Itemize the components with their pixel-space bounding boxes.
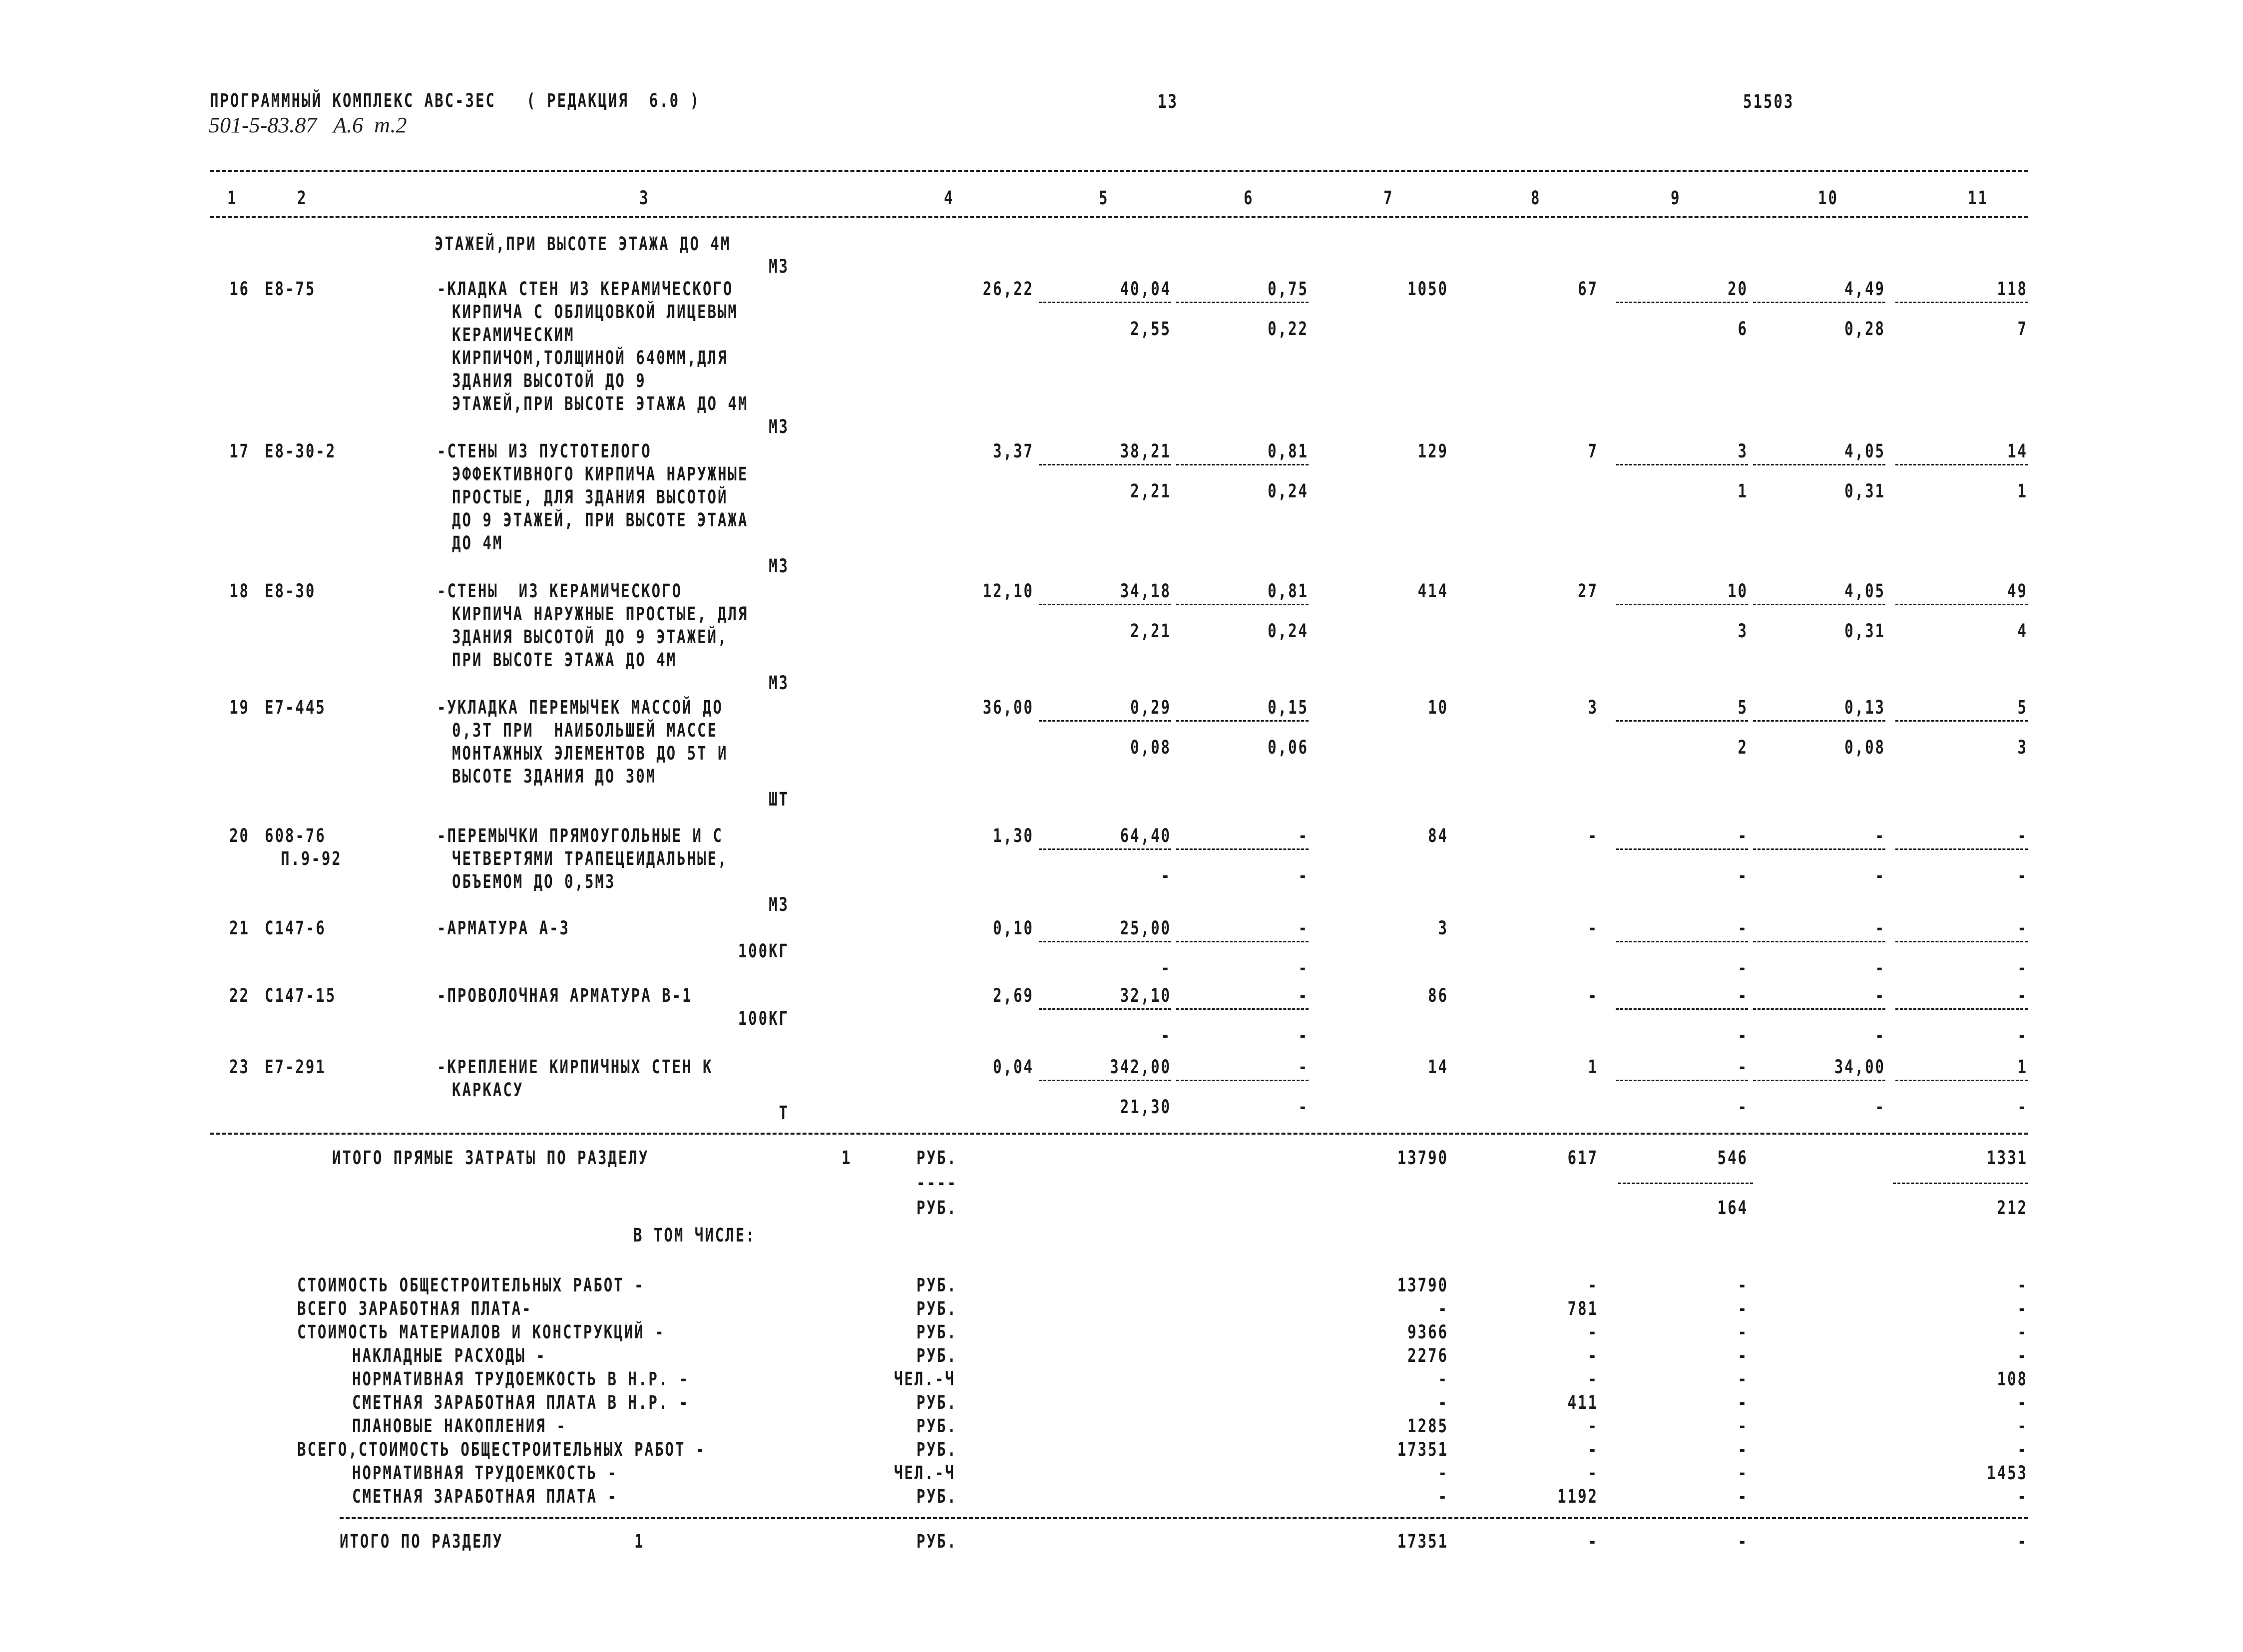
item-c10-rule: [1753, 848, 1885, 850]
item-number: 20: [229, 825, 250, 847]
item-code: С147-15: [265, 984, 337, 1007]
section-total-unit: РУБ.: [916, 1530, 957, 1553]
item-c6b: -: [1298, 1024, 1309, 1047]
item-c9b: -: [1738, 957, 1748, 979]
item-unit: 100КГ: [738, 1007, 789, 1030]
item-c11-rule: [1895, 720, 2028, 722]
item-c8: 27: [1578, 580, 1598, 602]
breakdown-unit: ЧЕЛ.-Ч: [894, 1462, 955, 1484]
column-header-6: 6: [1244, 187, 1254, 209]
item-quantity: 1,30: [993, 825, 1034, 847]
item-c11: -: [2017, 917, 2028, 939]
item-c11: 49: [2007, 580, 2028, 602]
breakdown-c8: 781: [1567, 1297, 1598, 1320]
item-c11: 14: [2007, 440, 2028, 462]
breakdown-c8: -: [1588, 1462, 1598, 1484]
breakdown-c7: -: [1438, 1462, 1448, 1484]
item-number: 16: [229, 278, 250, 300]
item-description-line: ВЫСОТЕ ЗДАНИЯ ДО 30М: [452, 765, 657, 788]
item-unit: Т: [779, 1102, 789, 1124]
direct-costs-label: ИТОГО ПРЯМЫЕ ЗАТРАТЫ ПО РАЗДЕЛУ: [332, 1147, 649, 1169]
item-c6b: -: [1298, 864, 1309, 887]
breakdown-c8: -: [1588, 1274, 1598, 1296]
item-c11b: 4: [2017, 620, 2028, 642]
item-c8: 1: [1588, 1056, 1598, 1078]
item-description-line: ОБЪЕМОМ ДО 0,5М3: [452, 870, 616, 893]
item-quantity: 26,22: [982, 278, 1034, 300]
breakdown-c9: -: [1738, 1274, 1748, 1296]
column-header-4: 4: [944, 187, 954, 209]
item-c9b: 1: [1738, 480, 1748, 502]
item-description-line: КАРКАСУ: [452, 1079, 524, 1101]
item-description-line: КИРПИЧОМ,ТОЛЩИНОЙ 640ММ,ДЛЯ: [452, 347, 728, 369]
item-c10: 4,05: [1844, 440, 1885, 462]
breakdown-c11: 108: [1997, 1368, 2028, 1390]
item-c11: 118: [1997, 278, 2028, 300]
item-c6-rule: [1176, 604, 1309, 605]
breakdown-c11: -: [2017, 1274, 2028, 1296]
item-c10b: -: [1875, 957, 1885, 979]
item-c5-rule: [1039, 1080, 1171, 1081]
document-number: 51503: [1743, 90, 1794, 113]
direct-costs-c8: 617: [1567, 1147, 1598, 1169]
direct-costs-c7: 13790: [1397, 1147, 1448, 1169]
item-c10b: -: [1875, 1096, 1885, 1118]
item-c9-rule: [1616, 848, 1748, 850]
item-c6: -: [1298, 984, 1309, 1007]
item-c7: 129: [1417, 440, 1448, 462]
item-code: Е7-291: [265, 1056, 326, 1078]
item-c11-rule: [1895, 464, 2028, 465]
item-code: Е8-30: [265, 580, 316, 602]
item-c6-rule: [1176, 720, 1309, 722]
item-c11b: 7: [2017, 318, 2028, 340]
item-unit: М3: [769, 893, 789, 916]
section-total-no: 1: [634, 1530, 645, 1553]
item-c6-rule: [1176, 464, 1309, 465]
item-c6-rule: [1176, 848, 1309, 850]
item-c11b: -: [2017, 957, 2028, 979]
item-c9: 10: [1728, 580, 1748, 602]
item-c6b: -: [1298, 957, 1309, 979]
item-description-line: -СТЕНЫ ИЗ КЕРАМИЧЕСКОГО: [437, 580, 683, 602]
column-header-7: 7: [1383, 187, 1394, 209]
breakdown-label: НОРМАТИВНАЯ ТРУДОЕМКОСТЬ В Н.Р. -: [352, 1368, 690, 1390]
item-c9b: -: [1738, 1024, 1748, 1047]
header-rule-bottom: [210, 216, 2028, 218]
breakdown-c9: -: [1738, 1391, 1748, 1414]
item-c8: 67: [1578, 278, 1598, 300]
item-c5: 64,40: [1120, 825, 1171, 847]
item-c6b: 0,06: [1268, 736, 1309, 759]
breakdown-c8: -: [1588, 1344, 1598, 1367]
breakdown-c11: -: [2017, 1415, 2028, 1437]
column-header-10: 10: [1818, 187, 1838, 209]
breakdown-c7: -: [1438, 1368, 1448, 1390]
direct-costs-c11b: 212: [1997, 1197, 2028, 1219]
breakdown-label: НАКЛАДНЫЕ РАСХОДЫ -: [352, 1344, 546, 1367]
item-c9b: 2: [1738, 736, 1748, 759]
item-quantity: 36,00: [982, 696, 1034, 719]
item-c10-rule: [1753, 720, 1885, 722]
item-description-line: КИРПИЧА С ОБЛИЦОВКОЙ ЛИЦЕВЫМ: [452, 301, 738, 323]
column-header-8: 8: [1531, 187, 1541, 209]
item-description-line: КИРПИЧА НАРУЖНЫЕ ПРОСТЫЕ, ДЛЯ: [452, 603, 749, 625]
item-c5b: 0,08: [1130, 736, 1171, 759]
item-unit: М3: [769, 672, 789, 694]
item-description-line: ДО 9 ЭТАЖЕЙ, ПРИ ВЫСОТЕ ЭТАЖА: [452, 509, 749, 531]
item-description-line: -ПРОВОЛОЧНАЯ АРМАТУРА В-1: [437, 984, 693, 1007]
item-c5-rule: [1039, 604, 1171, 605]
item-c9-rule: [1616, 604, 1748, 605]
item-c10b: -: [1875, 1024, 1885, 1047]
item-c5b: 2,21: [1130, 620, 1171, 642]
breakdown-c9: -: [1738, 1344, 1748, 1367]
breakdown-c7: 13790: [1397, 1274, 1448, 1296]
breakdown-label: СТОИМОСТЬ МАТЕРИАЛОВ И КОНСТРУКЦИЙ -: [297, 1321, 665, 1343]
item-c5b: -: [1161, 957, 1171, 979]
item-unit: ШТ: [769, 788, 789, 811]
direct-costs-unit-dashes: ----: [916, 1172, 957, 1194]
item-quantity: 2,69: [993, 984, 1034, 1007]
item-c9: 20: [1728, 278, 1748, 300]
item-c9: 3: [1738, 440, 1748, 462]
continuation-unit: М3: [769, 255, 789, 278]
item-c10: -: [1875, 917, 1885, 939]
breakdown-label: ВСЕГО,СТОИМОСТЬ ОБЩЕСТРОИТЕЛЬНЫХ РАБОТ -: [297, 1438, 706, 1461]
item-c11b: 1: [2017, 480, 2028, 502]
breakdown-c8: -: [1588, 1438, 1598, 1461]
item-code: 608-76: [265, 825, 326, 847]
breakdown-c9: -: [1738, 1321, 1748, 1343]
item-c9: -: [1738, 984, 1748, 1007]
item-c10: 4,49: [1844, 278, 1885, 300]
item-c8: 3: [1588, 696, 1598, 719]
item-description-line: -КРЕПЛЕНИЕ КИРПИЧНЫХ СТЕН К: [437, 1056, 713, 1078]
item-c7: 14: [1428, 1056, 1448, 1078]
breakdown-unit: РУБ.: [916, 1391, 957, 1414]
item-c5b: -: [1161, 1024, 1171, 1047]
including-label: В ТОМ ЧИСЛЕ:: [633, 1224, 756, 1246]
page-number: 13: [1158, 90, 1178, 113]
direct-costs-c11: 1331: [1987, 1147, 2028, 1169]
item-c10b: -: [1875, 864, 1885, 887]
item-c10-rule: [1753, 302, 1885, 303]
breakdown-c7: -: [1438, 1297, 1448, 1320]
breakdown-c8: -: [1588, 1368, 1598, 1390]
item-description-line: -КЛАДКА СТЕН ИЗ КЕРАМИЧЕСКОГО: [437, 278, 734, 300]
section-total-label: ИТОГО ПО РАЗДЕЛУ: [340, 1530, 503, 1553]
item-c5: 40,04: [1120, 278, 1171, 300]
item-description-line: КЕРАМИЧЕСКИМ: [452, 324, 575, 346]
item-code: П.9-92: [281, 847, 342, 870]
item-description-line: ЗДАНИЯ ВЫСОТОЙ ДО 9: [452, 370, 646, 392]
item-description-line: 0,3Т ПРИ НАИБОЛЬШЕЙ МАССЕ: [452, 719, 718, 742]
item-c7: 3: [1438, 917, 1448, 939]
item-c5-rule: [1039, 720, 1171, 722]
item-c9-rule: [1616, 720, 1748, 722]
item-quantity: 12,10: [982, 580, 1034, 602]
breakdown-c11: -: [2017, 1391, 2028, 1414]
item-c9-rule: [1616, 941, 1748, 942]
item-c5: 25,00: [1120, 917, 1171, 939]
item-c5b: -: [1161, 864, 1171, 887]
item-c6: 0,81: [1268, 440, 1309, 462]
item-c9: 5: [1738, 696, 1748, 719]
item-c11: 5: [2017, 696, 2028, 719]
breakdown-c7: 1285: [1407, 1415, 1448, 1437]
item-c9-rule: [1616, 1008, 1748, 1010]
breakdown-label: СМЕТНАЯ ЗАРАБОТНАЯ ПЛАТА В Н.Р. -: [352, 1391, 690, 1414]
item-c5: 0,29: [1130, 696, 1171, 719]
item-number: 17: [229, 440, 250, 462]
item-c10: 34,00: [1834, 1056, 1885, 1078]
item-c5-rule: [1039, 1008, 1171, 1010]
breakdown-c11: -: [2017, 1297, 2028, 1320]
breakdown-c9: -: [1738, 1297, 1748, 1320]
item-c10: -: [1875, 984, 1885, 1007]
direct-costs-unit-2: РУБ.: [916, 1197, 957, 1219]
item-description-line: МОНТАЖНЫХ ЭЛЕМЕНТОВ ДО 5Т И: [452, 742, 728, 765]
section-total-c8: -: [1588, 1530, 1598, 1553]
item-number: 23: [229, 1056, 250, 1078]
item-c6: 0,75: [1268, 278, 1309, 300]
direct-costs-c9: 546: [1717, 1147, 1748, 1169]
item-c5: 342,00: [1110, 1056, 1171, 1078]
item-c7: 414: [1417, 580, 1448, 602]
item-description-line: ЧЕТВЕРТЯМИ ТРАПЕЦЕИДАЛЬНЫЕ,: [452, 847, 728, 870]
item-description-line: ДО 4М: [452, 532, 503, 554]
section-total-rule: [340, 1517, 2028, 1519]
item-c6-rule: [1176, 302, 1309, 303]
item-description-line: ЭТАЖЕЙ,ПРИ ВЫСОТЕ ЭТАЖА ДО 4М: [452, 393, 749, 415]
column-header-3: 3: [639, 187, 650, 209]
item-c9: -: [1738, 825, 1748, 847]
breakdown-c9: -: [1738, 1485, 1748, 1508]
breakdown-c11: -: [2017, 1321, 2028, 1343]
item-c10b: 0,28: [1844, 318, 1885, 340]
breakdown-label: ПЛАНОВЫЕ НАКОПЛЕНИЯ -: [352, 1415, 567, 1437]
item-c9-rule: [1616, 302, 1748, 303]
item-description-line: -ПЕРЕМЫЧКИ ПРЯМОУГОЛЬНЫЕ И С: [437, 825, 723, 847]
item-c11: -: [2017, 825, 2028, 847]
breakdown-c7: 2276: [1407, 1344, 1448, 1367]
item-c11b: -: [2017, 864, 2028, 887]
item-c9b: -: [1738, 1096, 1748, 1118]
item-c11-rule: [1895, 604, 2028, 605]
item-c11: 1: [2017, 1056, 2028, 1078]
item-c6b: 0,24: [1268, 480, 1309, 502]
item-number: 19: [229, 696, 250, 719]
item-c11-rule: [1895, 1008, 2028, 1010]
item-number: 18: [229, 580, 250, 602]
breakdown-c9: -: [1738, 1462, 1748, 1484]
item-c6-rule: [1176, 1008, 1309, 1010]
breakdown-c9: -: [1738, 1438, 1748, 1461]
direct-costs-section-no: 1: [842, 1147, 852, 1169]
breakdown-unit: РУБ.: [916, 1438, 957, 1461]
item-c6b: 0,24: [1268, 620, 1309, 642]
breakdown-label: СТОИМОСТЬ ОБЩЕСТРОИТЕЛЬНЫХ РАБОТ -: [297, 1274, 645, 1296]
breakdown-c11: -: [2017, 1344, 2028, 1367]
item-c9: -: [1738, 1056, 1748, 1078]
item-c9: -: [1738, 917, 1748, 939]
breakdown-unit: ЧЕЛ.-Ч: [894, 1368, 955, 1390]
item-c6: 0,81: [1268, 580, 1309, 602]
column-header-1: 1: [227, 187, 238, 209]
item-c10-rule: [1753, 604, 1885, 605]
item-c9-rule: [1616, 1080, 1748, 1081]
breakdown-unit: РУБ.: [916, 1297, 957, 1320]
breakdown-c8: -: [1588, 1415, 1598, 1437]
item-c5-rule: [1039, 302, 1171, 303]
item-c5b: 2,55: [1130, 318, 1171, 340]
item-c5-rule: [1039, 941, 1171, 942]
handwritten-reference: 501-5-83.87 А.6 т.2: [209, 113, 407, 137]
item-c9-rule: [1616, 464, 1748, 465]
breakdown-c11: 1453: [1987, 1462, 2028, 1484]
item-c10-rule: [1753, 941, 1885, 942]
continuation-text: ЭТАЖЕЙ,ПРИ ВЫСОТЕ ЭТАЖА ДО 4М: [435, 233, 731, 255]
item-c10b: 0,08: [1844, 736, 1885, 759]
item-c10b: 0,31: [1844, 480, 1885, 502]
item-c11b: -: [2017, 1024, 2028, 1047]
breakdown-unit: РУБ.: [916, 1485, 957, 1508]
item-c7: 1050: [1407, 278, 1448, 300]
section-rule: [210, 1133, 2028, 1135]
item-c11-rule: [1895, 1080, 2028, 1081]
item-unit: М3: [769, 415, 789, 438]
item-code: С147-6: [265, 917, 326, 939]
item-quantity: 0,04: [993, 1056, 1034, 1078]
breakdown-c11: -: [2017, 1438, 2028, 1461]
breakdown-unit: РУБ.: [916, 1415, 957, 1437]
item-c6b: 0,22: [1268, 318, 1309, 340]
item-c11-rule: [1895, 848, 2028, 850]
item-c8: -: [1588, 917, 1598, 939]
item-c5-rule: [1039, 464, 1171, 465]
breakdown-unit: РУБ.: [916, 1344, 957, 1367]
item-code: Е7-445: [265, 696, 326, 719]
item-description-line: -СТЕНЫ ИЗ ПУСТОТЕЛОГО: [437, 440, 652, 462]
breakdown-c8: 411: [1567, 1391, 1598, 1414]
item-description-line: -УКЛАДКА ПЕРЕМЫЧЕК МАССОЙ ДО: [437, 696, 723, 719]
item-code: Е8-30-2: [265, 440, 337, 462]
breakdown-c11: -: [2017, 1485, 2028, 1508]
item-c5b: 21,30: [1120, 1096, 1171, 1118]
item-description-line: ЗДАНИЯ ВЫСОТОЙ ДО 9 ЭТАЖЕЙ,: [452, 626, 728, 648]
item-c10-rule: [1753, 464, 1885, 465]
column-header-11: 11: [1968, 187, 1988, 209]
item-c7: 84: [1428, 825, 1448, 847]
item-unit: М3: [769, 555, 789, 577]
breakdown-unit: РУБ.: [916, 1274, 957, 1296]
item-code: Е8-75: [265, 278, 316, 300]
item-c7: 86: [1428, 984, 1448, 1007]
header-rule-top: [210, 170, 2028, 172]
item-c6: -: [1298, 1056, 1309, 1078]
item-c10: 4,05: [1844, 580, 1885, 602]
item-c8: 7: [1588, 440, 1598, 462]
item-c11-rule: [1895, 941, 2028, 942]
item-c11b: -: [2017, 1096, 2028, 1118]
breakdown-label: НОРМАТИВНАЯ ТРУДОЕМКОСТЬ -: [352, 1462, 618, 1484]
column-header-5: 5: [1099, 187, 1109, 209]
item-number: 21: [229, 917, 250, 939]
item-c11-rule: [1895, 302, 2028, 303]
breakdown-label: СМЕТНАЯ ЗАРАБОТНАЯ ПЛАТА -: [352, 1485, 618, 1508]
item-quantity: 3,37: [993, 440, 1034, 462]
breakdown-c7: -: [1438, 1391, 1448, 1414]
breakdown-c7: -: [1438, 1485, 1448, 1508]
direct-costs-c9-rule: [1618, 1183, 1753, 1184]
item-c10: 0,13: [1844, 696, 1885, 719]
program-title: ПРОГРАММНЫЙ КОМПЛЕКС АВС-ЗЕС ( РЕДАКЦИЯ 6.0 ): [210, 89, 701, 112]
item-c10b: 0,31: [1844, 620, 1885, 642]
item-c7: 10: [1428, 696, 1448, 719]
item-c11b: 3: [2017, 736, 2028, 759]
item-c6: -: [1298, 825, 1309, 847]
item-c9b: 6: [1738, 318, 1748, 340]
item-description-line: ПРИ ВЫСОТЕ ЭТАЖА ДО 4М: [452, 649, 677, 671]
item-c6: 0,15: [1268, 696, 1309, 719]
item-c10-rule: [1753, 1080, 1885, 1081]
item-c6b: -: [1298, 1096, 1309, 1118]
breakdown-c9: -: [1738, 1415, 1748, 1437]
item-number: 22: [229, 984, 250, 1007]
breakdown-c9: -: [1738, 1368, 1748, 1390]
item-c5: 38,21: [1120, 440, 1171, 462]
item-unit: 100КГ: [738, 940, 789, 962]
item-c5: 34,18: [1120, 580, 1171, 602]
item-c6-rule: [1176, 1080, 1309, 1081]
breakdown-c8: 1192: [1557, 1485, 1598, 1508]
item-description-line: ЭФФЕКТИВНОГО КИРПИЧА НАРУЖНЫЕ: [452, 463, 749, 485]
column-header-2: 2: [297, 187, 308, 209]
item-description-line: ПРОСТЫЕ, ДЛЯ ЗДАНИЯ ВЫСОТОЙ: [452, 486, 728, 508]
breakdown-c8: -: [1588, 1321, 1598, 1343]
section-total-c7: 17351: [1397, 1530, 1448, 1553]
item-c10-rule: [1753, 1008, 1885, 1010]
breakdown-label: ВСЕГО ЗАРАБОТНАЯ ПЛАТА-: [297, 1297, 532, 1320]
item-c10: -: [1875, 825, 1885, 847]
item-c6: -: [1298, 917, 1309, 939]
item-c6-rule: [1176, 941, 1309, 942]
direct-costs-c11-rule: [1893, 1183, 2028, 1184]
item-c9b: 3: [1738, 620, 1748, 642]
item-c8: -: [1588, 984, 1598, 1007]
item-description-line: -АРМАТУРА А-3: [437, 917, 570, 939]
item-quantity: 0,10: [993, 917, 1034, 939]
column-header-9: 9: [1671, 187, 1681, 209]
item-c5: 32,10: [1120, 984, 1171, 1007]
section-total-c11: -: [2017, 1530, 2028, 1553]
breakdown-c7: 17351: [1397, 1438, 1448, 1461]
breakdown-unit: РУБ.: [916, 1321, 957, 1343]
section-total-c9: -: [1738, 1530, 1748, 1553]
item-c8: -: [1588, 825, 1598, 847]
item-c9b: -: [1738, 864, 1748, 887]
item-c5b: 2,21: [1130, 480, 1171, 502]
item-c11: -: [2017, 984, 2028, 1007]
direct-costs-c9b: 164: [1717, 1197, 1748, 1219]
item-c5-rule: [1039, 848, 1171, 850]
breakdown-c7: 9366: [1407, 1321, 1448, 1343]
direct-costs-unit: РУБ.: [916, 1147, 957, 1169]
